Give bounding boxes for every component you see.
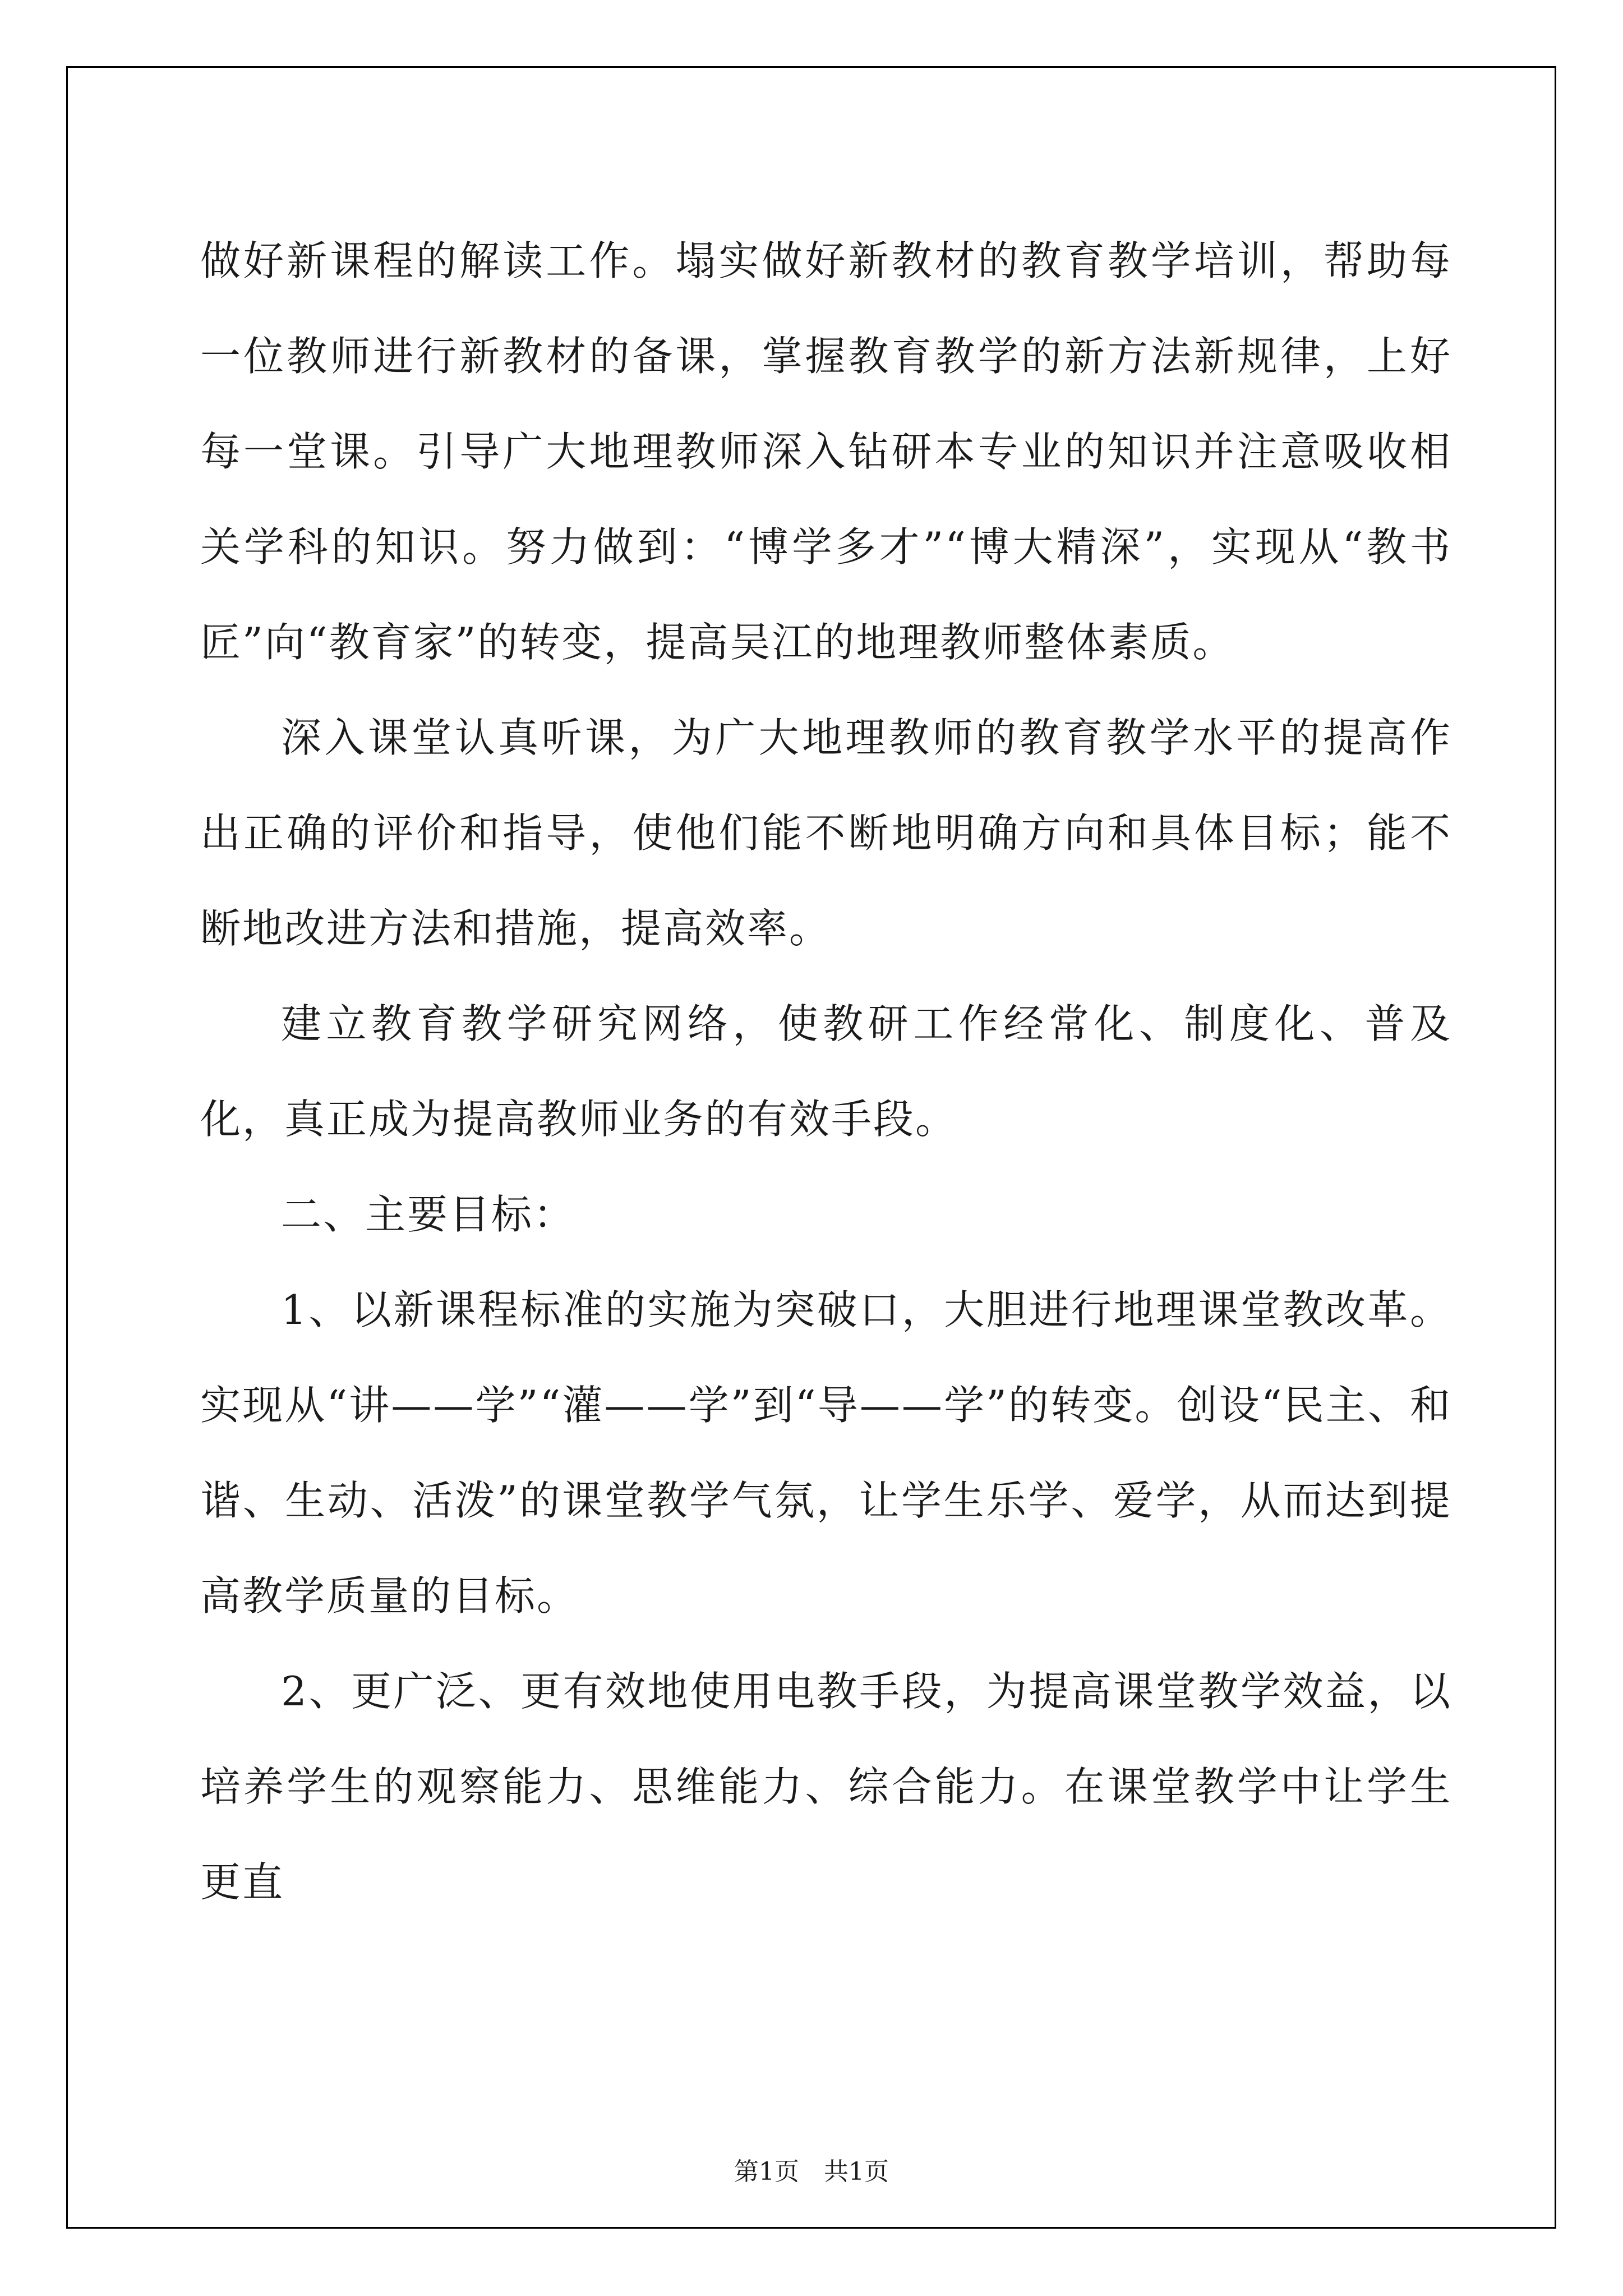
paragraph-1: 做好新课程的解读工作。塌实做好新教材的教育教学培训，帮助每一位教师进行新教材的备课，掌握教育教学的新方法新规律，上好每一堂课。引导广大地理教师深入钻研本专业的知识并注意吸收相关学科的知识。努力做到：“博学多才”“博大精深”，实现从“教书匠”向“教育家”的转变，提高吴江的地理教师整体素质。 — [200, 237, 1452, 666]
paragraph-5: 2、更广泛、更有效地使用电教手段，为提高课堂教学效益，以培养学生的观察能力、思维能力、综合能力。在课堂教学中让学生更直 — [200, 1668, 1452, 1906]
paragraph-3: 建立教育教学研究网络，使教研工作经常化、制度化、普及化，真正成为提高教师业务的有效手段。 — [200, 1000, 1452, 1143]
section-heading: 二、主要目标： — [281, 1191, 576, 1238]
page-footer: 第1页 共1页 — [734, 2157, 889, 2186]
paragraph-4: 1、以新课程标准的实施为突破口，大胆进行地理课堂教改革。实现从“讲——学”“灌——学”到“导——学”的转变。创设“民主、和谐、生动、活泼”的课堂教学气氛，让学生乐学、爱学，从而达到提高教学质量的目标。 — [200, 1286, 1452, 1619]
document-body — [200, 213, 1452, 1930]
paragraph-2: 深入课堂认真听课，为广大地理教师的教育教学水平的提高作出正确的评价和指导，使他们能不断地明确方向和具体目标；能不断地改进方法和措施，提高效率。 — [200, 714, 1452, 952]
